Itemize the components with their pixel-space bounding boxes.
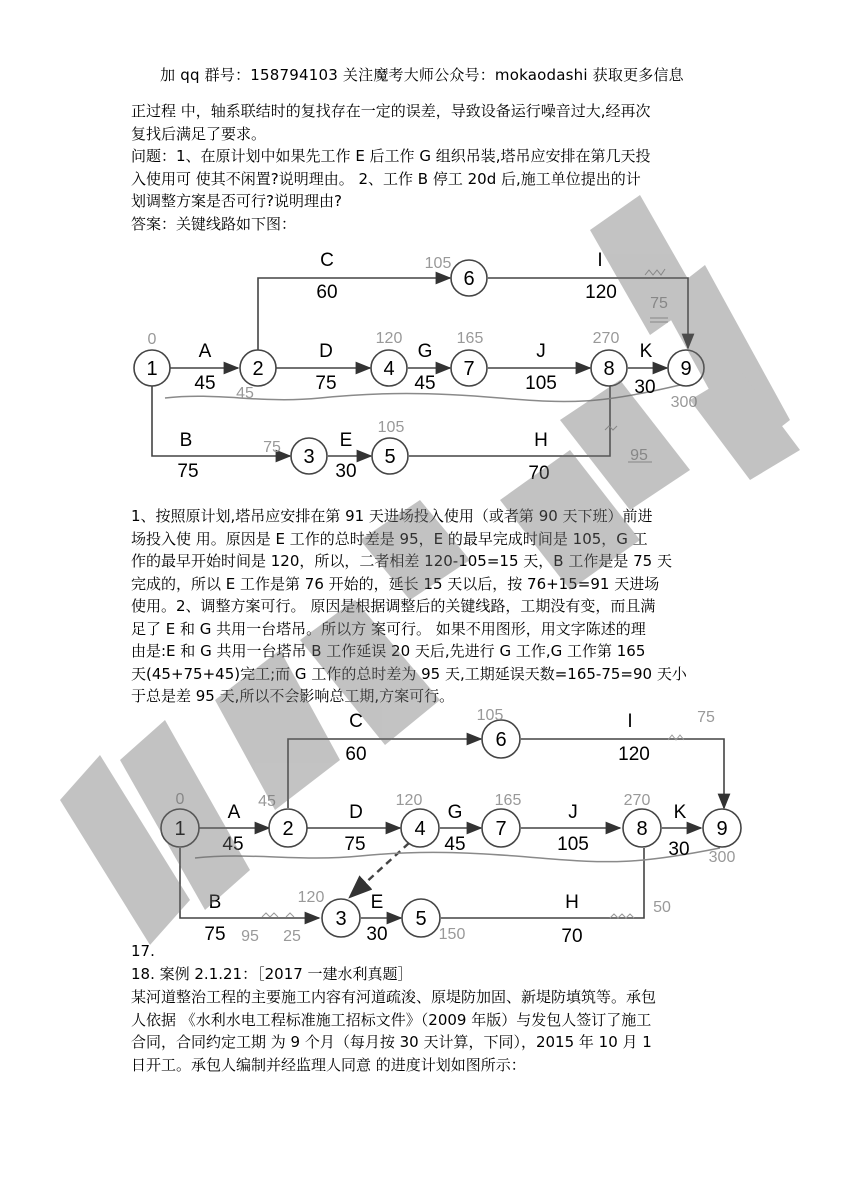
activity-duration: 30 bbox=[668, 839, 690, 860]
activity-duration: 70 bbox=[528, 463, 550, 484]
node-3: 3 bbox=[335, 908, 347, 930]
activity-duration: 60 bbox=[316, 282, 338, 303]
case-18-title: 18. 案例 2.1.21：［2017 一建水利真题］ bbox=[131, 965, 413, 983]
node-4: 4 bbox=[414, 818, 426, 840]
case-line: 日开工。承包人编制并经监理人同意 的进度计划如图所示： bbox=[131, 1055, 526, 1074]
activity-name: D bbox=[319, 341, 333, 362]
activity-duration: 75 bbox=[177, 461, 199, 482]
intro-line: 正过程 中，轴系联结时的复找存在一定的误差，导致设备运行噪音过大,经再次 bbox=[131, 102, 651, 120]
activity-duration: 120 bbox=[618, 744, 650, 765]
intro-line: 答案：关键线路如下图： bbox=[131, 214, 297, 233]
intro-line: 复找后满足了要求。 bbox=[131, 124, 267, 143]
case-line: 某河道整治工程的主要施工内容有河道疏浚、原堤防加固、新堤防填筑等。承包 bbox=[131, 988, 657, 1006]
time-label: 105 bbox=[476, 707, 504, 724]
activity-name: I bbox=[627, 711, 633, 732]
answer-line: 于总是差 95 天,所以不会影响总工期,方案可行。 bbox=[131, 687, 455, 705]
time-label: 25 bbox=[283, 928, 301, 945]
activity-name: G bbox=[417, 341, 433, 362]
case-line: 合同，合同约定工期 为 9 个月（每月按 30 天计算，下同），2015 年 10 月 1 bbox=[131, 1033, 652, 1051]
answer-line: 天(45+75+45)完工;而 G 工作的总时差为 95 天,工期延误天数=165-75=90 天小 bbox=[131, 664, 687, 683]
activity-duration: 105 bbox=[525, 373, 557, 394]
activity-name: C bbox=[349, 711, 363, 732]
node-2: 2 bbox=[282, 818, 294, 840]
time-label: 45 bbox=[258, 793, 276, 810]
time-label: 95 bbox=[241, 928, 259, 945]
node-8: 8 bbox=[636, 818, 648, 840]
answer-line: 使用。2、调整方案可行。 原因是根据调整后的关键线路，工期没有变，而且满 bbox=[131, 597, 656, 615]
network-diagram-adjusted bbox=[140, 705, 770, 950]
activity-name: J bbox=[536, 341, 546, 362]
time-label: 105 bbox=[377, 419, 405, 436]
node-1: 1 bbox=[146, 358, 158, 380]
activity-duration: 30 bbox=[366, 924, 388, 945]
node-2: 2 bbox=[252, 358, 264, 380]
activity-name: G bbox=[447, 802, 463, 823]
time-label: 0 bbox=[147, 331, 157, 348]
time-label: 270 bbox=[592, 330, 620, 347]
answer-line: 由是:E 和 G 共用一台塔吊 B 工作延误 20 天后,先进行 G 工作,G 工作第 165 bbox=[131, 642, 646, 660]
time-label: 0 bbox=[175, 791, 185, 808]
activity-duration: 75 bbox=[344, 834, 366, 855]
item-17-label: 17. bbox=[131, 942, 155, 960]
node-6: 6 bbox=[495, 729, 507, 751]
activity-duration: 30 bbox=[634, 377, 656, 398]
activity-duration: 45 bbox=[194, 373, 216, 394]
activity-duration: 75 bbox=[315, 373, 337, 394]
time-label: 95 bbox=[630, 447, 648, 464]
time-label: 300 bbox=[670, 394, 698, 411]
answer-line: 场投入使 用。原因是 E 工作的总时差是 95，E 的最早完成时间是 105，G 工 bbox=[131, 529, 648, 548]
case-line: 人依据 《水利水电工程标准施工招标文件》（2009 年版）与发包人签订了施工 bbox=[131, 1010, 652, 1029]
time-label: 150 bbox=[438, 926, 466, 943]
time-label: 300 bbox=[708, 849, 736, 866]
node-5: 5 bbox=[415, 908, 427, 930]
node-5: 5 bbox=[384, 446, 396, 468]
time-label: 75 bbox=[697, 709, 715, 726]
node-1: 1 bbox=[174, 818, 186, 840]
node-9: 9 bbox=[680, 358, 692, 380]
time-label: 120 bbox=[297, 889, 325, 906]
activity-name: K bbox=[639, 341, 653, 362]
answer-line: 足了 E 和 G 共用一台塔吊。所以方 案可行。 如果不用图形，用文字陈述的理 bbox=[131, 619, 646, 638]
activity-name: E bbox=[339, 430, 353, 451]
activity-name: I bbox=[597, 250, 603, 271]
intro-line: 问题：1、在原计划中如果先工作 E 后工作 G 组织吊装,塔吊应安排在第几天投 bbox=[131, 147, 651, 165]
time-label: 120 bbox=[375, 330, 403, 347]
activity-name: C bbox=[320, 250, 334, 271]
answer-line: 完成的，所以 E 工作是第 76 开始的，延长 15 天以后，按 76+15=91 天进场 bbox=[131, 574, 660, 593]
time-label: 105 bbox=[424, 255, 452, 272]
intro-paragraph bbox=[131, 100, 721, 235]
activity-name: K bbox=[673, 802, 687, 823]
case-paragraph bbox=[131, 986, 721, 1076]
activity-name: E bbox=[370, 892, 384, 913]
intro-line: 入使用可 使其不闲置?说明理由。 2、工作 B 停工 20d 后,施工单位提出的计 bbox=[131, 169, 641, 188]
node-8: 8 bbox=[603, 358, 615, 380]
node-9: 9 bbox=[716, 818, 728, 840]
activity-duration: 120 bbox=[585, 282, 617, 303]
activity-name: J bbox=[568, 802, 578, 823]
time-label: 75 bbox=[650, 295, 668, 312]
time-label: 120 bbox=[395, 792, 423, 809]
activity-duration: 105 bbox=[557, 834, 589, 855]
answer-paragraph bbox=[131, 505, 721, 708]
activity-duration: 45 bbox=[414, 373, 436, 394]
time-label: 270 bbox=[623, 792, 651, 809]
page-header: 加 qq 群号：158794103 关注魔考大师公众号：mokaodashi 获取更多信息 bbox=[160, 66, 684, 84]
time-label: 165 bbox=[494, 792, 522, 809]
activity-name: H bbox=[565, 892, 579, 913]
activity-duration: 45 bbox=[444, 834, 466, 855]
node-7: 7 bbox=[463, 358, 475, 380]
node-6: 6 bbox=[463, 268, 475, 290]
answer-line: 1、按照原计划,塔吊应安排在第 91 天进场投入使用（或者第 90 天下班）前进 bbox=[131, 507, 653, 525]
activity-name: B bbox=[179, 430, 193, 451]
activity-duration: 75 bbox=[204, 924, 226, 945]
node-3: 3 bbox=[303, 446, 315, 468]
activity-duration: 45 bbox=[222, 834, 244, 855]
node-4: 4 bbox=[383, 358, 395, 380]
activity-duration: 30 bbox=[335, 461, 357, 482]
activity-duration: 70 bbox=[561, 926, 583, 947]
intro-line: 划调整方案是否可行?说明理由? bbox=[131, 192, 342, 210]
activity-name: A bbox=[198, 341, 212, 362]
answer-line: 作的最早开始时间是 120，所以，二者相差 120-105=15 天，B 工作是是 75 天 bbox=[131, 552, 672, 570]
activity-name: D bbox=[349, 802, 363, 823]
time-label: 75 bbox=[263, 439, 281, 456]
node-7: 7 bbox=[495, 818, 507, 840]
activity-name: H bbox=[534, 430, 548, 451]
activity-name: B bbox=[208, 892, 222, 913]
time-label: 165 bbox=[456, 330, 484, 347]
time-label: 45 bbox=[236, 385, 254, 402]
network-diagram-original bbox=[120, 240, 740, 490]
time-label: 50 bbox=[653, 899, 671, 916]
activity-duration: 60 bbox=[345, 744, 367, 765]
activity-name: A bbox=[227, 802, 241, 823]
